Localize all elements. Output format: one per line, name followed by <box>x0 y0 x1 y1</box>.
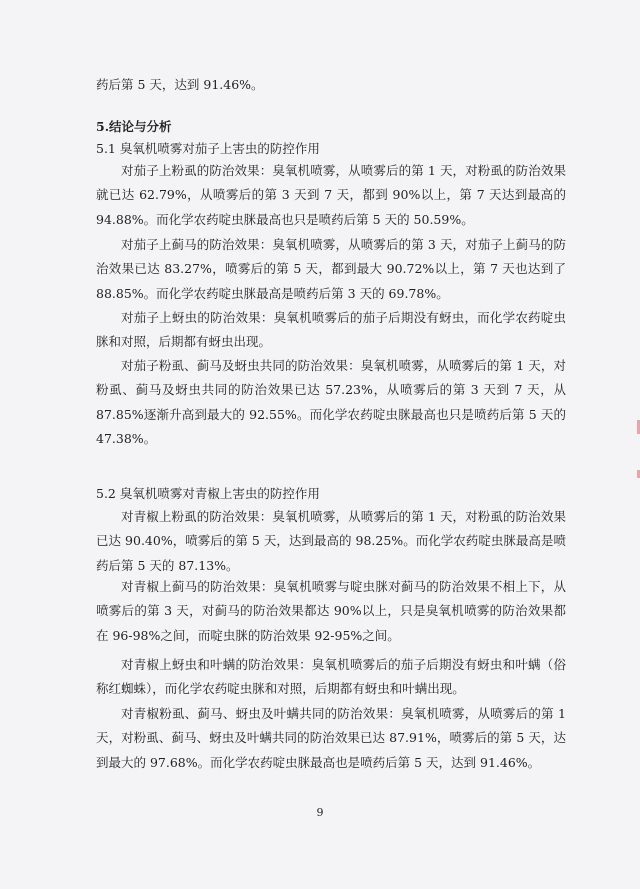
paragraph: 对青椒上蓟马的防治效果：臭氧机喷雾与啶虫脒对蓟马的防治效果不相上下，从喷雾后的第 3 天，对蓟马的防治效果都达 90%以上，只是臭氧机喷雾的防治效果都在 96-98%之间，而啶虫脒的防治效果 92-95%之间。 <box>96 579 566 643</box>
continuation-paragraph: 药后第 5 天，达到 91.46%。 <box>96 77 264 92</box>
paragraph: 对茄子粉虱、蓟马及蚜虫共同的防治效果：臭氧机喷雾，从喷雾后的第 1 天，对粉虱、蓟马及蚜虫共同的防治效果已达 57.23%，从喷雾后的第 3 天到 7 天，从 87.85%逐渐升高到最大的 92.55%。而化学农药啶虫脒最高也只是喷药后第 5 天的 47.38%。 <box>96 358 566 447</box>
paragraph: 对青椒上粉虱的防治效果：臭氧机喷雾，从喷雾后的第 1 天，对粉虱的防治效果已达 90.40%，喷雾后的第 5 天，达到最高的 98.25%。而化学农药啶虫脒最高是喷药后第 5 天的 87.13%。 <box>96 509 566 573</box>
page-number: 9 <box>316 806 324 819</box>
section-heading: 5.结论与分析 <box>96 119 172 134</box>
paragraph: 对茄子上蓟马的防治效果：臭氧机喷雾，从喷雾后的第 3 天，对茄子上蓟马的防治效果已达 83.27%，喷雾后的第 5 天，都到最大 90.72%以上，第 7 天也达到了 88.85%。而化学农药啶虫脒最高是喷药后第 3 天的 69.78%。 <box>96 237 566 301</box>
paragraph: 对青椒粉虱、蓟马、蚜虫及叶螨共同的防治效果：臭氧机喷雾，从喷雾后的第 1 天，对粉虱、蓟马、蚜虫及叶螨共同的防治效果已达 87.91%，喷雾后的第 5 天，达到最大的 97.68%。而化学农药啶虫脒最高也是喷药后第 5 天，达到 91.46%。 <box>96 706 566 770</box>
subsection-heading: 5.1 臭氧机喷雾对茄子上害虫的防控作用 <box>96 141 320 156</box>
paragraph: 对茄子上蚜虫的防治效果：臭氧机喷雾后的茄子后期没有蚜虫，而化学农药啶虫脒和对照，后期都有蚜虫出现。 <box>96 310 566 350</box>
paragraph: 对青椒上蚜虫和叶螨的防治效果：臭氧机喷雾后的茄子后期没有蚜虫和叶螨（俗称红蜘蛛），而化学农药啶虫脒和对照，后期都有蚜虫和叶螨出现。 <box>96 657 566 697</box>
subsection-heading: 5.2 臭氧机喷雾对青椒上害虫的防控作用 <box>96 486 320 501</box>
paragraph: 对茄子上粉虱的防治效果：臭氧机喷雾，从喷雾后的第 1 天，对粉虱的防治效果就已达 62.79%，从喷雾后的第 3 天到 7 天，都到 90%以上，第 7 天达到最高的 94.88%。而化学农药啶虫脒最高也只是喷药后第 5 天的 50.59%。 <box>96 163 566 227</box>
